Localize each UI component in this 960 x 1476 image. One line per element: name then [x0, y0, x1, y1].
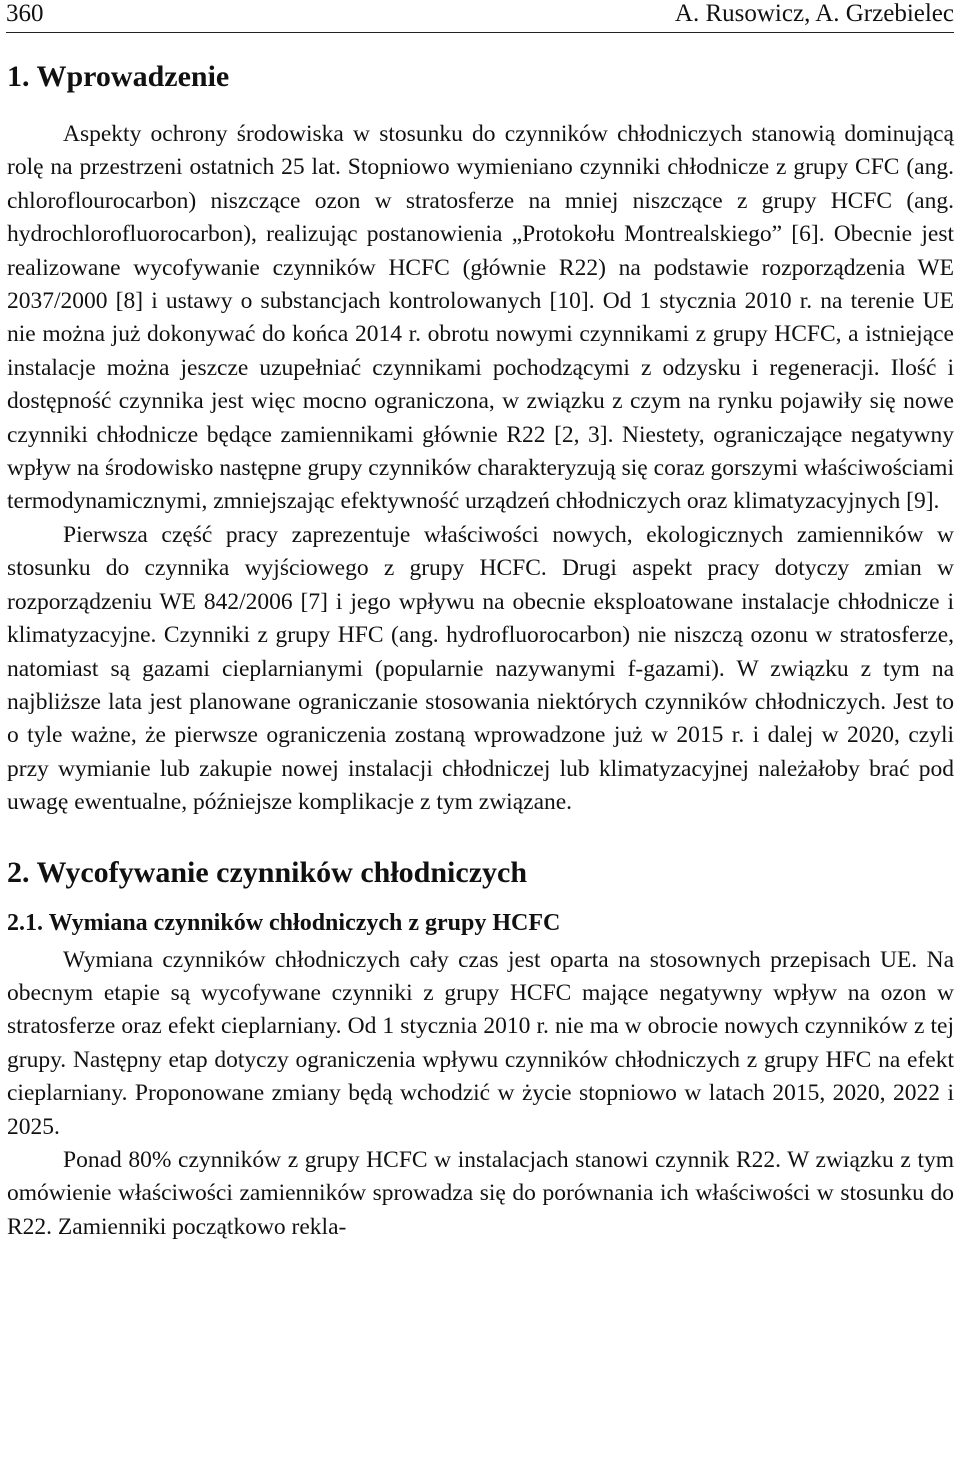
running-header-authors: A. Rusowicz, A. Grzebielec — [674, 0, 954, 27]
subsection-2-1-paragraph-2: Ponad 80% czynników z grupy HCFC w instalacjach stanowi czynnik R22. W związku z tym omówienie właściwości zamienników sprowadza się do porównania ich właściwości w stosunku do R22. Zamienniki początkowo rekla- — [7, 1146, 954, 1240]
section-1-title: 1. Wprowadzenie — [7, 60, 230, 93]
subsection-2-1-paragraph-1: Wymiana czynników chłodniczych cały czas jest oparta na stosownych przepisach UE. Na obecnym etapie są wycofywane czynniki z grupy HCFC mające negatywny wpływ na ozon w stratosferze oraz efekt cieplarniany. Od 1 stycznia 2010 r. nie ma w obrocie nowych czynników z tej grupy. Następny etap dotyczy ograniczenia wpływu czynników chłodniczych z grupy HFC na efekt cieplarniany. Proponowane zmiany będą wchodzić w życie stopniowo w latach 2015, 2020, 2022 i 2025. — [7, 946, 954, 1140]
subsection-2-1-title: 2.1. Wymiana czynników chłodniczych z grupy HCFC — [7, 909, 561, 936]
section-1-paragraph-2: Pierwsza część pracy zaprezentuje właściwości nowych, ekologicznych zamienników w stosunku do czynnika wyjściowego z grupy HCFC. Drugi aspekt pracy dotyczy zmian w rozporządzeniu WE 842/2006 [7] i jego wpływu na obecnie eksploatowane instalacje chłodnicze i klimatyzacyjne. Czynniki z grupy HFC (ang. hydrofluorocarbon) nie niszczą ozonu w stratosferze, natomiast są gazami cieplarnianymi (popularnie nazywanymi f-gazami). W związku z tym na najbliższe lata jest planowane ograniczanie stosowania niektórych czynników chłodniczych. Jest to o tyle ważne, że pierwsze ograniczenia zostaną wprowadzone już w 2015 r. i dalej w 2020, czyli przy wymianie lub zakupie nowej instalacji chłodniczej lub klimatyzacyjnej należałoby brać pod uwagę ewentualne, późniejsze komplikacje z tym związane. — [7, 521, 954, 816]
page-body — [7, 50, 954, 1244]
running-header — [6, 0, 954, 33]
section-1-paragraph-1: Aspekty ochrony środowiska w stosunku do czynników chłodniczych stanowią dominującą rolę na przestrzeni ostatnich 25 lat. Stopniowo wymieniano czynniki chłodnicze z grupy CFC (ang. chloroflourocarbon) niszczące ozon w stratosferze na mniej niszczące z grupy HCFC (ang. hydrochlorofluorocarbon), realizując postanowienia „Protokołu Montrealskiego” [6]. Obecnie jest realizowane wycofywanie czynników HCFC (głównie R22) na podstawie rozporządzenia WE 2037/2000 [8] i ustawy o substancjach kontrolowanych [10]. Od 1 stycznia 2010 r. na terenie UE nie można już dokonywać do końca 2014 r. obrotu nowymi czynnikami z grupy HCFC, a istniejące instalacje można jeszcze uzupełniać czynnikami pochodzącymi z odzysku i regeneracji. Ilość i dostępność czynnika jest więc mocno ograniczona, w związku z czym na rynku pojawiły się nowe czynniki chłodnicze będące zamiennikami głównie R22 [2, 3]. Niestety, ograniczające negatywny wpływ na środowisko następne grupy czynników charakteryzują się coraz gorszymi właściwościami termodynamicznymi, zmniejszając efektywność urządzeń chłodniczych oraz klimatyzacyjnych [9]. — [7, 121, 954, 515]
section-2-title: 2. Wycofywanie czynników chłodniczych — [7, 855, 528, 889]
page-number: 360 — [6, 0, 44, 27]
